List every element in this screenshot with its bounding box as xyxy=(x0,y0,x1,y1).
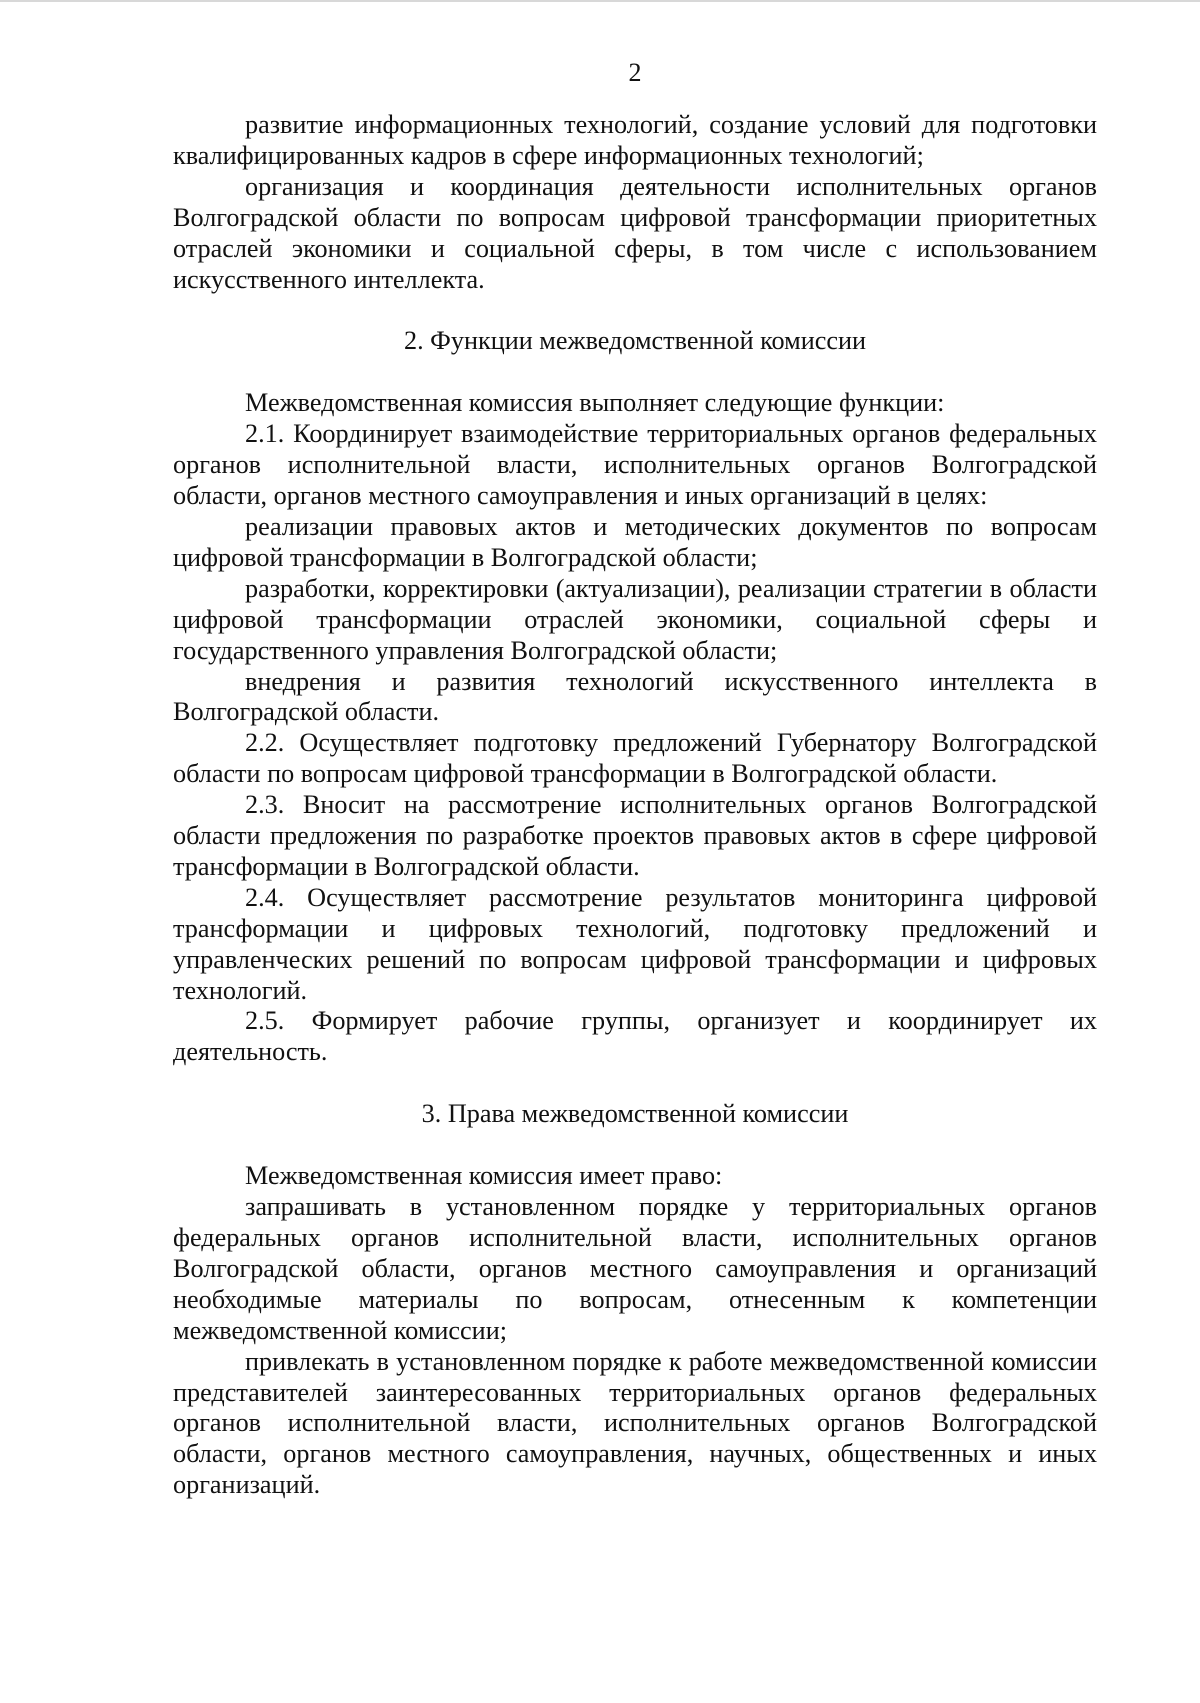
paragraph: 2.1. Координирует взаимодействие территориальных органов федеральных органов исполнительной власти, исполнительных органов Волгоградской области, органов местного самоуправления и иных организаций в целях: xyxy=(173,419,1097,511)
document-body xyxy=(173,110,1097,1501)
paragraph: организация и координация деятельности исполнительных органов Волгоградской области по вопросам цифровой трансформации приоритетных отраслей экономики и социальной сферы, в том числе с использованием искусственного интеллекта. xyxy=(173,171,1097,294)
paragraph: 2.2. Осуществляет подготовку предложений Губернатору Волгоградской области по вопросам цифровой трансформации в Волгоградской области. xyxy=(173,728,1097,789)
section-heading-functions: 2. Функции межведомственной комиссии xyxy=(403,326,866,356)
section-heading-rights: 3. Права межведомственной комиссии xyxy=(421,1099,849,1129)
paragraph: разработки, корректировки (актуализации), реализации стратегии в области цифровой трансформации отраслей экономики, социальной сферы и государственного управления Волгоградской области; xyxy=(173,573,1097,665)
section-intro: Межведомственная комиссия выполняет следующие функции: xyxy=(245,388,945,418)
paragraph: привлекать в установленном порядке к работе межведомственной комиссии представителей заинтересованных территориальных органов федеральных органов исполнительной власти, исполнительных органов Волгоградской области, органов местного самоуправления, научных, общественных и иных организаций. xyxy=(173,1346,1097,1500)
paragraph: развитие информационных технологий, создание условий для подготовки квалифицированных кадров в сфере информационных технологий; xyxy=(173,110,1097,170)
paragraph: 2.5. Формирует рабочие группы, организует и координирует их деятельность. xyxy=(173,1006,1097,1067)
page-number: 2 xyxy=(628,58,642,87)
page-top-edge xyxy=(0,0,1200,2)
section-intro: Межведомственная комиссия имеет право: xyxy=(245,1161,723,1191)
paragraph: реализации правовых актов и методических документов по вопросам цифровой трансформации в Волгоградской области; xyxy=(173,511,1097,572)
paragraph: 2.3. Вносит на рассмотрение исполнительных органов Волгоградской области предложения по разработке проектов правовых актов в сфере цифровой трансформации в Волгоградской области. xyxy=(173,790,1097,881)
paragraph: запрашивать в установленном порядке у территориальных органов федеральных органов исполнительной власти, исполнительных органов Волгоградской области, органов местного самоуправления и организаций необходимые материалы по вопросам, отнесенным к компетенции межведомственной комиссии; xyxy=(173,1192,1097,1345)
paragraph: 2.4. Осуществляет рассмотрение результатов мониторинга цифровой трансформации и цифровых технологий, подготовку предложений и управленческих решений по вопросам цифровой трансформации и цифровых технологий. xyxy=(173,882,1097,1005)
paragraph: внедрения и развития технологий искусственного интеллекта в Волгоградской области. xyxy=(173,666,1097,727)
